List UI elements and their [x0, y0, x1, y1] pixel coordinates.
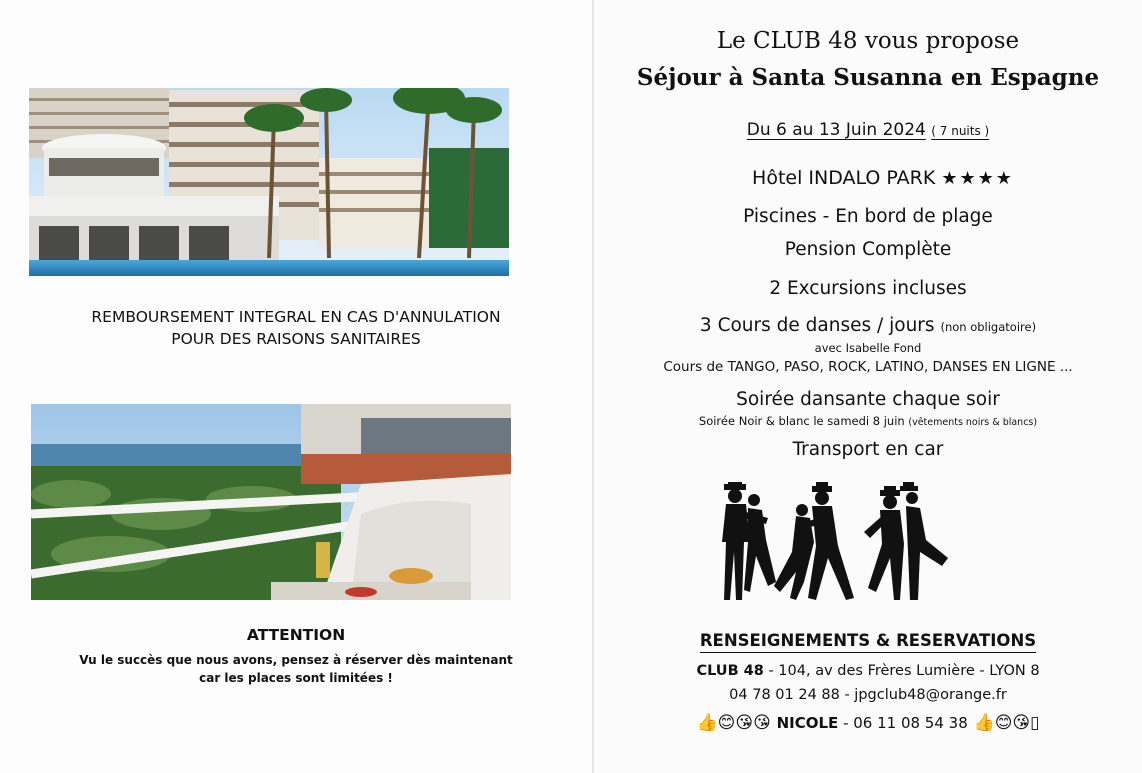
pools-line: Piscines - En bord de plage	[743, 206, 993, 227]
contact-name: NICOLE	[776, 714, 839, 732]
star-rating-icon: ★★★★	[941, 168, 1014, 189]
refund-line-1: REMBOURSEMENT INTEGRAL EN CAS D'ANNULATION	[91, 308, 501, 326]
transport-line: Transport en car	[792, 439, 944, 460]
nights: ( 7 nuits )	[931, 124, 990, 138]
evening-line: Soirée dansante chaque soir	[736, 389, 1000, 410]
teacher-line: avec Isabelle Fond	[814, 341, 922, 355]
board-line: Pension Complète	[784, 239, 952, 260]
info-title: RENSEIGNEMENTS & RESERVATIONS	[699, 631, 1037, 650]
trip-title: Séjour à Santa Susanna en Espagne	[636, 64, 1100, 91]
emoji-before-icon: 👍😊😘😘	[696, 713, 771, 733]
dancers-silhouette-image	[704, 482, 954, 604]
hotel-line	[624, 167, 1142, 189]
dance-courses-line	[594, 315, 1142, 336]
balcony-sea-view-photo	[31, 404, 511, 600]
address-line	[594, 663, 1142, 679]
attention-title: ATTENTION	[246, 626, 346, 644]
attention-line-2: car les places sont limitées !	[199, 671, 393, 685]
intro-line: Le CLUB 48 vous propose	[716, 28, 1020, 54]
club-name: CLUB 48	[696, 663, 764, 679]
evening-detail-line	[594, 414, 1142, 428]
club-address: - 104, av des Frères Lumière - LYON 8	[763, 663, 1040, 679]
hotel-name: Hôtel INDALO PARK	[752, 167, 936, 189]
right-panel	[594, 0, 1142, 773]
dates: Du 6 au 13 Juin 2024	[746, 120, 926, 140]
refund-line-2: POUR DES RAISONS SANITAIRES	[171, 330, 421, 348]
hotel-pool-photo	[29, 88, 509, 276]
dance-courses: 3 Cours de danses / jours	[699, 315, 935, 336]
evening-dress: (vêtements noirs & blancs)	[908, 417, 1038, 428]
attention-line-1: Vu le succès que nous avons, pensez à réserver dès maintenant	[79, 653, 513, 667]
phone-email: 04 78 01 24 88 - jpgclub48@orange.fr	[729, 687, 1007, 703]
emoji-after-icon: 👍😊😘▯	[973, 713, 1040, 733]
excursions-line: 2 Excursions incluses	[769, 278, 967, 299]
dates-line	[594, 120, 1142, 140]
dance-optional: (non obligatoire)	[940, 320, 1037, 334]
contact-line	[594, 713, 1142, 733]
course-list: Cours de TANGO, PASO, ROCK, LATINO, DANSES EN LIGNE ...	[663, 359, 1073, 375]
evening-detail: Soirée Noir & blanc le samedi 8 juin	[698, 414, 905, 428]
contact-phone: - 06 11 08 54 38	[838, 714, 968, 732]
